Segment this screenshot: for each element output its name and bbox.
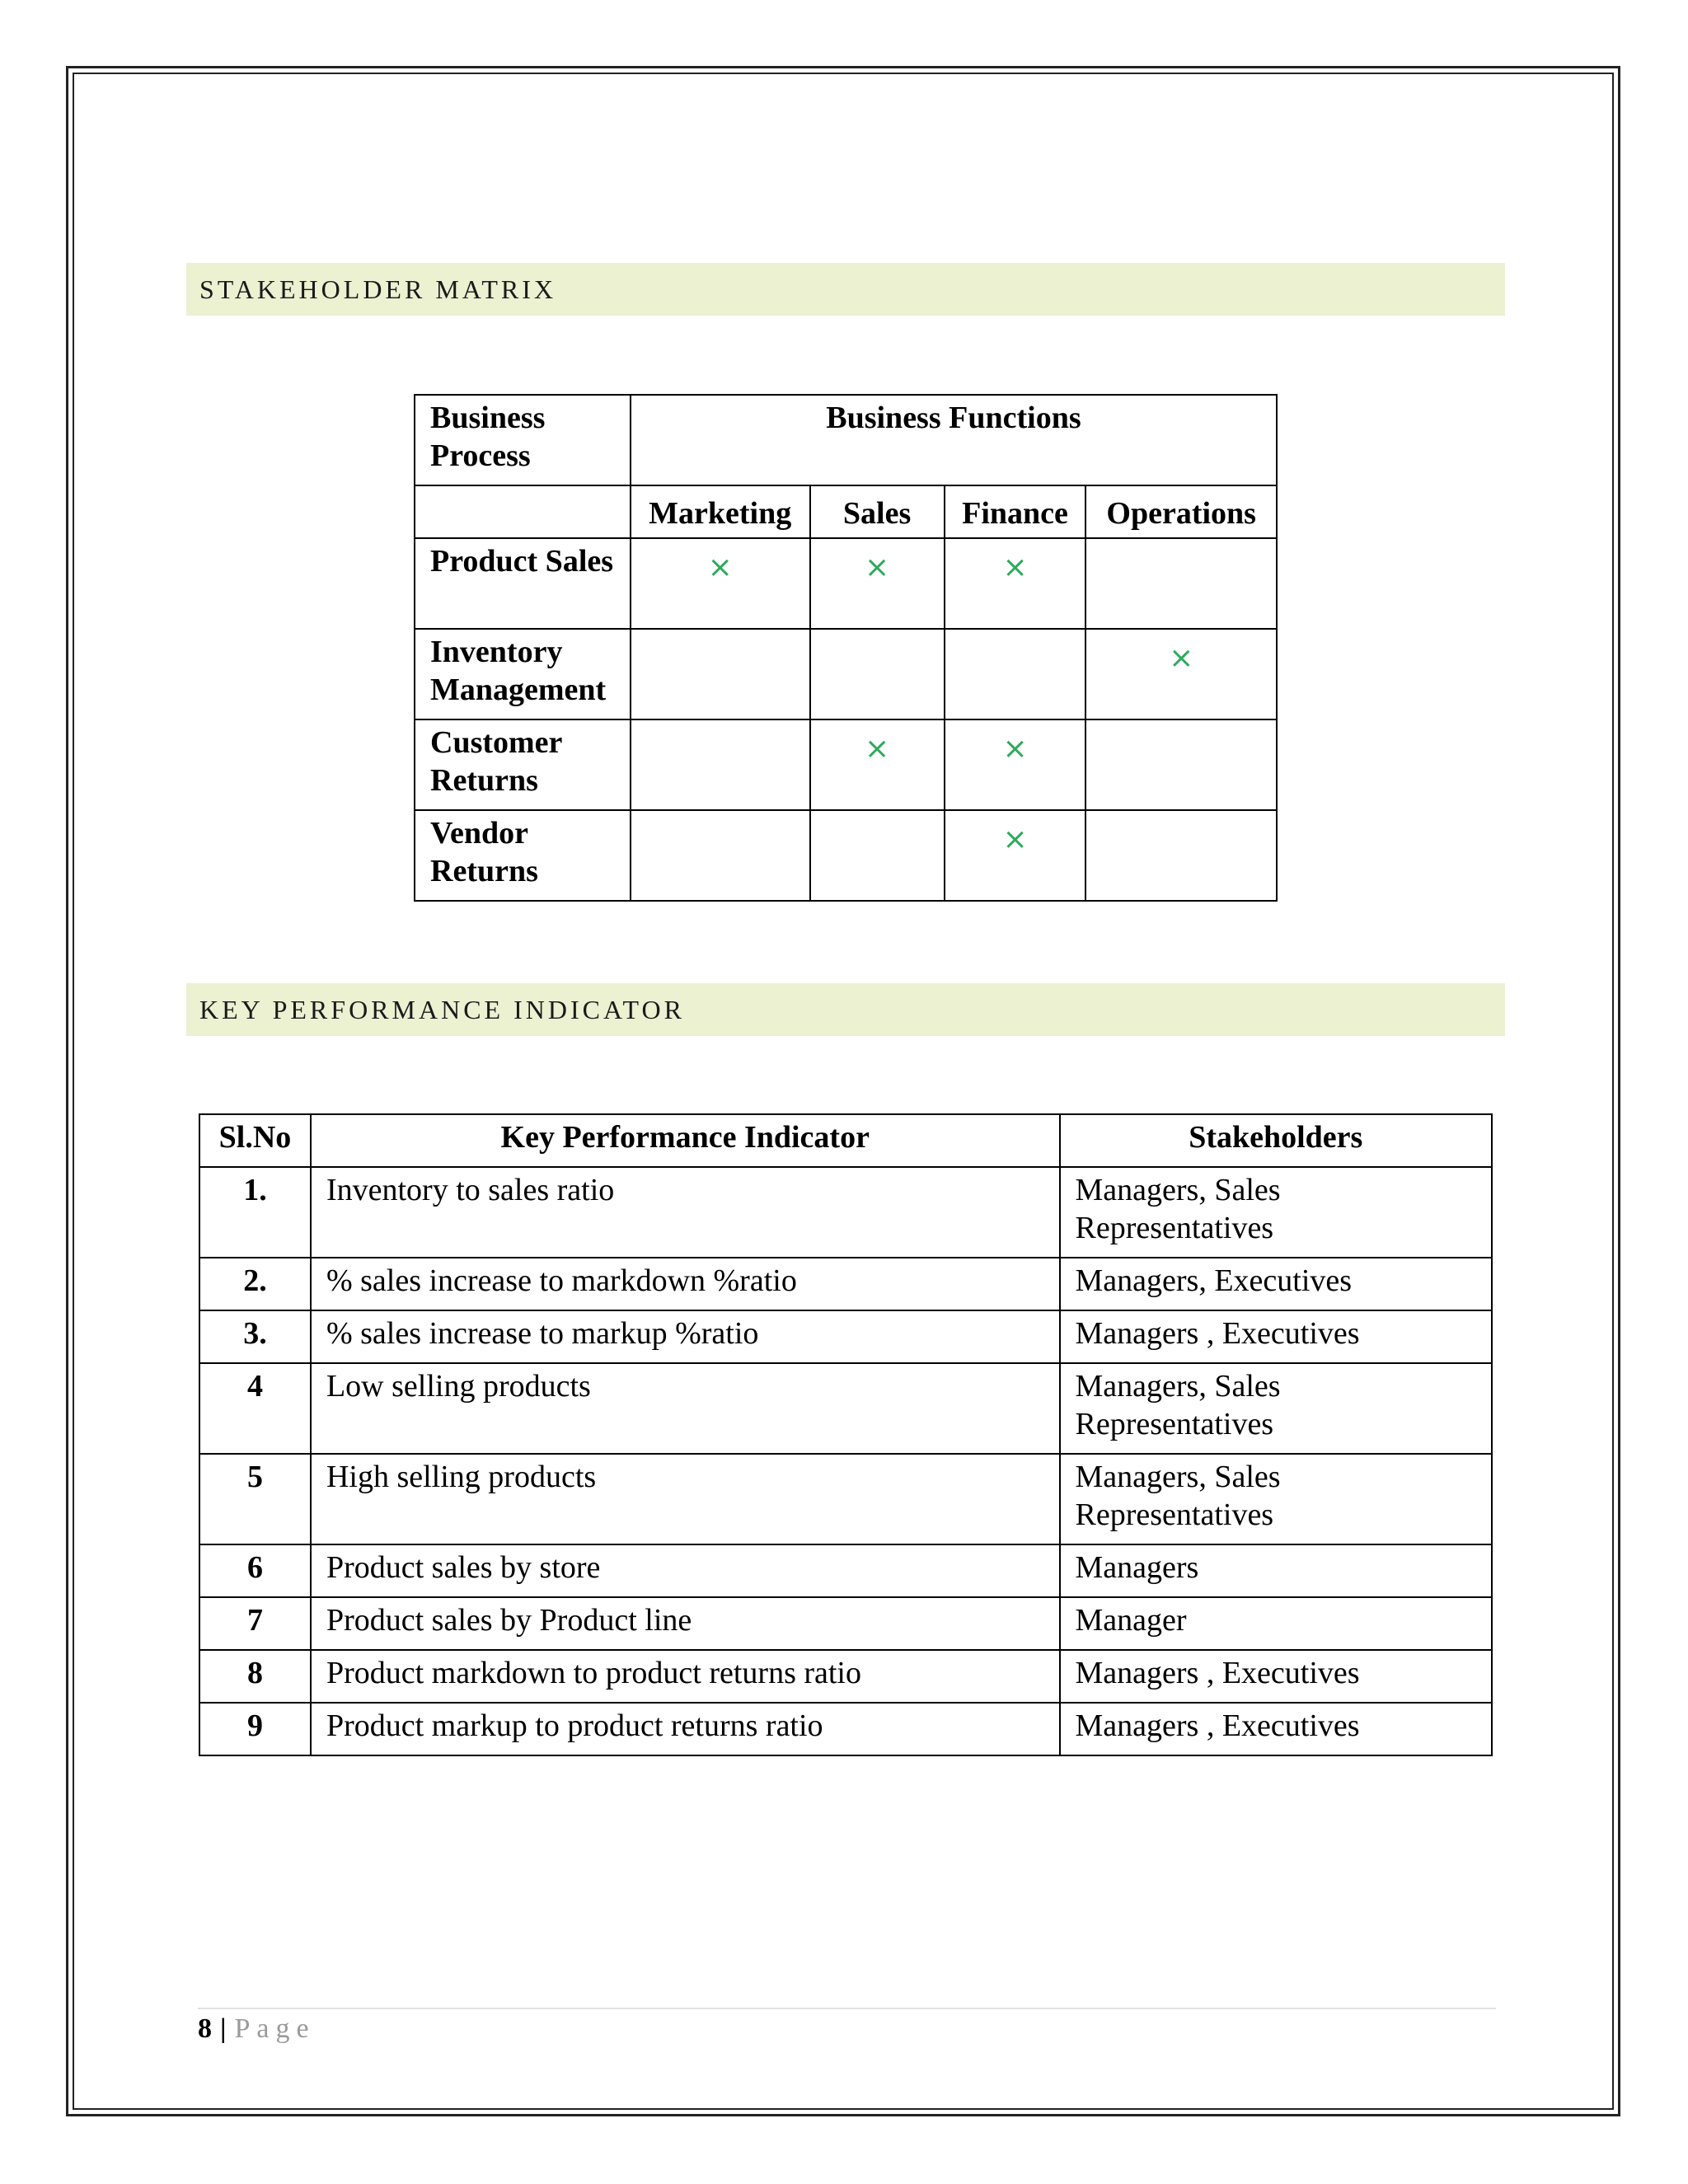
matrix-corner-cell — [415, 485, 631, 538]
kpi-row-indicator: Inventory to sales ratio — [311, 1167, 1060, 1258]
kpi-row — [199, 1167, 1492, 1258]
matrix-row-vendor-returns — [415, 810, 1277, 901]
stakeholder-matrix-heading: STAKEHOLDER MATRIX — [186, 263, 1505, 316]
process-label: Vendor Returns — [415, 810, 631, 901]
kpi-row — [199, 1258, 1492, 1310]
kpi-row-stakeholders: Manager — [1060, 1597, 1492, 1650]
kpi-row-indicator: Product sales by store — [311, 1544, 1060, 1597]
kpi-row-number: 1. — [199, 1167, 311, 1258]
kpi-header-indicator: Key Performance Indicator — [311, 1114, 1060, 1167]
kpi-header-row — [199, 1114, 1492, 1167]
page-number: 8 — [198, 2013, 212, 2044]
stakeholder-matrix-table — [414, 394, 1278, 902]
function-header-finance: Finance — [945, 485, 1086, 538]
mark-cell — [1085, 810, 1277, 901]
kpi-row-indicator: Low selling products — [311, 1363, 1060, 1454]
mark-cell — [945, 629, 1086, 719]
kpi-row — [199, 1597, 1492, 1650]
mark-cell — [1085, 538, 1277, 629]
kpi-row-indicator: High selling products — [311, 1454, 1060, 1544]
footer-divider — [198, 2008, 1496, 2009]
check-mark-icon: × — [945, 810, 1086, 901]
function-header-sales: Sales — [810, 485, 945, 538]
kpi-row — [199, 1363, 1492, 1454]
kpi-row — [199, 1310, 1492, 1363]
footer-separator: | — [220, 2013, 227, 2044]
mark-cell — [810, 629, 945, 719]
mark-cell — [631, 719, 810, 810]
kpi-row-stakeholders: Managers , Executives — [1060, 1650, 1492, 1703]
kpi-row — [199, 1703, 1492, 1755]
matrix-row-product-sales — [415, 538, 1277, 629]
kpi-row-number: 5 — [199, 1454, 311, 1544]
check-mark-icon: × — [945, 538, 1086, 629]
kpi-row-number: 2. — [199, 1258, 311, 1310]
kpi-row-number: 6 — [199, 1544, 311, 1597]
kpi-row-stakeholders: Managers — [1060, 1544, 1492, 1597]
kpi-header-slno: Sl.No — [199, 1114, 311, 1167]
kpi-row-stakeholders: Managers, Executives — [1060, 1258, 1492, 1310]
process-label: Customer Returns — [415, 719, 631, 810]
check-mark-icon: × — [810, 719, 945, 810]
kpi-row-number: 8 — [199, 1650, 311, 1703]
page-border-inner — [73, 73, 1614, 2110]
kpi-row-number: 7 — [199, 1597, 311, 1650]
kpi-row-stakeholders: Managers , Executives — [1060, 1703, 1492, 1755]
matrix-row-customer-returns — [415, 719, 1277, 810]
matrix-functions-header: Business Functions — [631, 395, 1277, 485]
process-label: Product Sales — [415, 538, 631, 629]
mark-cell — [631, 629, 810, 719]
check-mark-icon: × — [631, 538, 810, 629]
kpi-row-number: 3. — [199, 1310, 311, 1363]
check-mark-icon: × — [810, 538, 945, 629]
kpi-heading: KEY PERFORMANCE INDICATOR — [186, 983, 1505, 1036]
function-header-marketing: Marketing — [631, 485, 810, 538]
matrix-process-header: Business Process — [415, 395, 631, 485]
kpi-row — [199, 1544, 1492, 1597]
check-mark-icon: × — [945, 719, 1086, 810]
process-label: Inventory Management — [415, 629, 631, 719]
page-footer — [198, 2011, 316, 2047]
kpi-row-indicator: % sales increase to markdown %ratio — [311, 1258, 1060, 1310]
kpi-header-stakeholders: Stakeholders — [1060, 1114, 1492, 1167]
kpi-row-indicator: Product markdown to product returns ratio — [311, 1650, 1060, 1703]
mark-cell — [1085, 719, 1277, 810]
check-mark-icon: × — [1085, 629, 1277, 719]
kpi-row-stakeholders: Managers, Sales Representatives — [1060, 1454, 1492, 1544]
kpi-row-number: 4 — [199, 1363, 311, 1454]
mark-cell — [631, 810, 810, 901]
kpi-row-indicator: % sales increase to markup %ratio — [311, 1310, 1060, 1363]
matrix-row-inventory-management — [415, 629, 1277, 719]
kpi-row — [199, 1650, 1492, 1703]
kpi-row-number: 9 — [199, 1703, 311, 1755]
kpi-table — [199, 1113, 1493, 1756]
kpi-row-indicator: Product sales by Product line — [311, 1597, 1060, 1650]
kpi-row-stakeholders: Managers, Sales Representatives — [1060, 1167, 1492, 1258]
kpi-row — [199, 1454, 1492, 1544]
function-header-operations: Operations — [1085, 485, 1277, 538]
kpi-row-indicator: Product markup to product returns ratio — [311, 1703, 1060, 1755]
page-label: Page — [234, 2013, 316, 2044]
mark-cell — [810, 810, 945, 901]
kpi-row-stakeholders: Managers , Executives — [1060, 1310, 1492, 1363]
kpi-row-stakeholders: Managers, Sales Representatives — [1060, 1363, 1492, 1454]
